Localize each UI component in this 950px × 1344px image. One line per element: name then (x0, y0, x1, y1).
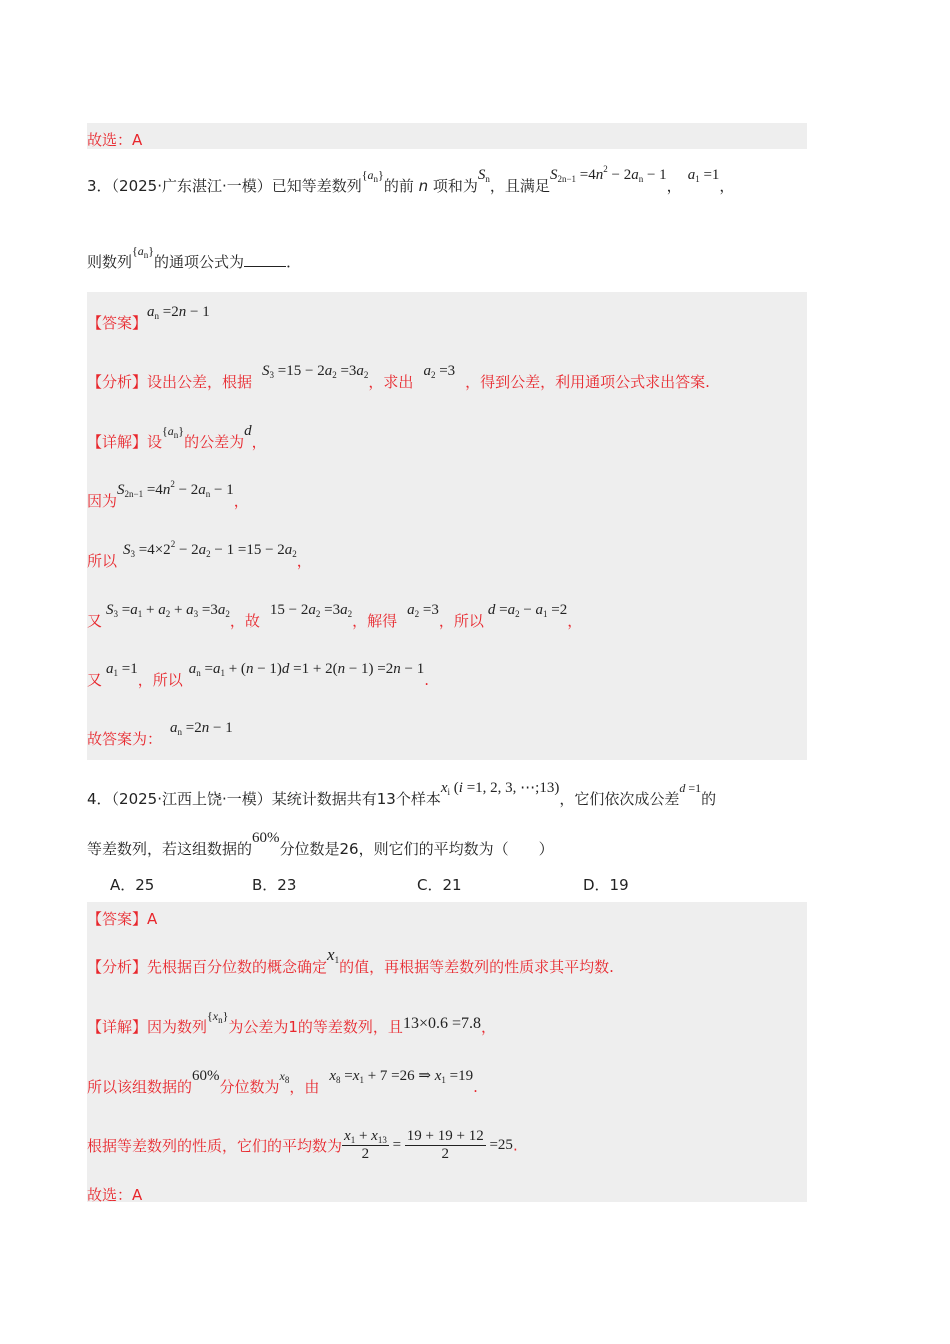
math-frac-values: $\frac{19 + 19 + 12}{2}$ (406, 1128, 484, 1162)
math-answer: $a_n =2n - 1$ (147, 304, 210, 321)
q4-number: 4． (87, 790, 112, 808)
math-60pct: 60% (252, 830, 280, 846)
q3-stem-line-1: 3．（2025·广东湛江·一模）已知等差数列$^{\{a_n\}}$的前 n 项和为$S_n$，且满足$S_{2n-1} =4n^2 - 2a_n - 1$，$a_1 =1$， (87, 164, 735, 195)
q4-analysis: 【分析】先根据百分位数的概念确定$x_1$的值，再根据等差数列的性质求其平均数. (87, 945, 614, 976)
math-60pct: 60% (192, 1068, 220, 1084)
math-Sn: $S_n$ (477, 167, 490, 184)
q4-answer: 【答案】A (87, 910, 158, 928)
q3-step-2: 所以$S_3 =4\times 2^2 - 2a_2 - 1 =15 - 2a_2$， (87, 539, 312, 570)
math-seq-an: {an} (132, 244, 155, 260)
math-frac-x1-x13: $\frac{x_1 + x_{13}}{2}$ (344, 1128, 387, 1162)
math-eq: $15 - 2a_2 =3a_2$ (269, 602, 353, 619)
math-a2: $a_2 =3$ (423, 363, 456, 380)
option-c[interactable]: C．21 (417, 876, 462, 894)
q4-step-3: 根据等差数列的性质，它们的平均数为 $\frac{x_1 + x_{13}}{2}$ = $\frac{19 + 19 + 12}{2}$ =25. (87, 1128, 518, 1162)
q3-analysis: 【分析】设出公差，根据$S_3 =15 - 2a_2 =3a_2$，求出$a_2 =3$，得到公差，利用通项公式求出答案. (87, 363, 710, 391)
math-S3: $S_3 =15 - 2a_2 =3a_2$ (262, 363, 369, 380)
answer-blank (244, 254, 286, 267)
math-seq-an: {an} (162, 424, 185, 440)
math-13x06: 13×0.6 =7.8 (402, 1015, 481, 1032)
math-d-value: $d =a_2 - a_1 =2$ (487, 602, 568, 619)
q3-step-4: 又$a_1 =1$，所以$a_n =a_1 + (n - 1)d =1 + 2(n - 1) =2n - 1$. (87, 661, 429, 689)
math-x8-eq: $x_8 =x_1 + 7 =26$ ⇒ $x_1 =19$ (329, 1068, 474, 1085)
math-x1: $x_1$ (327, 945, 340, 965)
q3-step-3: 又$S_3 =a_1 + a_2 + a_3 =3a_2$，故$15 - 2a_2 =3a_2$，解得$a_2 =3$，所以$d =a_2 - a_1 =2$， (87, 602, 583, 630)
math-x8: x8 (279, 1069, 290, 1085)
math-seq-an: {an} (361, 168, 384, 184)
q3-step-1: 因为$S_{2n-1} =4n^2 - 2a_n - 1$， (87, 479, 249, 510)
math-condition: $S_{2n-1} =4n^2 - 2a_n - 1$ (549, 164, 667, 184)
math-answer: $a_n =2n - 1$ (170, 720, 233, 737)
option-a[interactable]: A．25 (110, 876, 155, 894)
math-xi: $x_i$ (i =1, 2, 3, ⋯;13) (440, 780, 560, 797)
math-condition: $S_{2n-1} =4n^2 - 2a_n - 1$ (117, 479, 234, 499)
math-general-term: $a_n =a_1 + (n - 1)d =1 + 2(n - 1) =2n - 1$ (188, 661, 425, 678)
math-d1: d =1 (679, 781, 702, 795)
q3-final: 故答案为：$a_n =2n - 1$ (87, 720, 233, 748)
q4-step-2: 所以该组数据的60%分位数为$^{x_8}$，由$x_8 =x_1 + 7 =26$ ⇒ $x_1 =19$. (87, 1068, 478, 1096)
math-d: d (244, 423, 252, 439)
q3-number: 3． (87, 177, 112, 195)
q4-stem-line-2: 等差数列，若这组数据的60%分位数是26，则它们的平均数为（ ） (87, 830, 554, 858)
math-result: =25 (485, 1137, 513, 1153)
q4-conclusion: 故选：A (87, 1186, 143, 1204)
q3-source: （2025·广东湛江·一模） (111, 177, 272, 195)
solution-block-prev (87, 123, 807, 149)
math-a2: $a_2 =3$ (407, 602, 439, 619)
q4-detail: 【详解】因为数列$^{\{x_n\}}$为公差为1的等差数列，且13×0.6 =7.8， (87, 1009, 496, 1036)
q3-stem-line-2: 则数列$^{\{a_n\}}$的通项公式为 ． (87, 244, 302, 271)
q4-source: （2025·江西上饶·一模） (111, 790, 272, 808)
option-b[interactable]: B．23 (252, 876, 297, 894)
q4-stem-line-1: 4．（2025·江西上饶·一模）某统计数据共有13个样本$x_i$ (i =1, 2, 3, ⋯;13)，它们依次成公差$^{d =1}$的 (87, 780, 717, 808)
prev-conclusion: 故选：A (87, 131, 143, 149)
math-a1: $a_1 =1$ (687, 167, 720, 184)
q3-answer: 【答案】$a_n =2n - 1$ (87, 304, 210, 332)
math-S3-expand: $S_3 =4\times 2^2 - 2a_2 - 1 =15 - 2a_2$ (123, 539, 297, 559)
option-d[interactable]: D．19 (583, 876, 629, 894)
math-a1: $a_1 =1$ (106, 661, 138, 678)
math-seq-xn: {xn} (207, 1009, 229, 1025)
q3-detail: 【详解】设$^{\{a_n\}}$的公差为d， (87, 423, 267, 451)
math-S3-sum: $S_3 =a_1 + a_2 + a_3 =3a_2$ (106, 602, 230, 619)
